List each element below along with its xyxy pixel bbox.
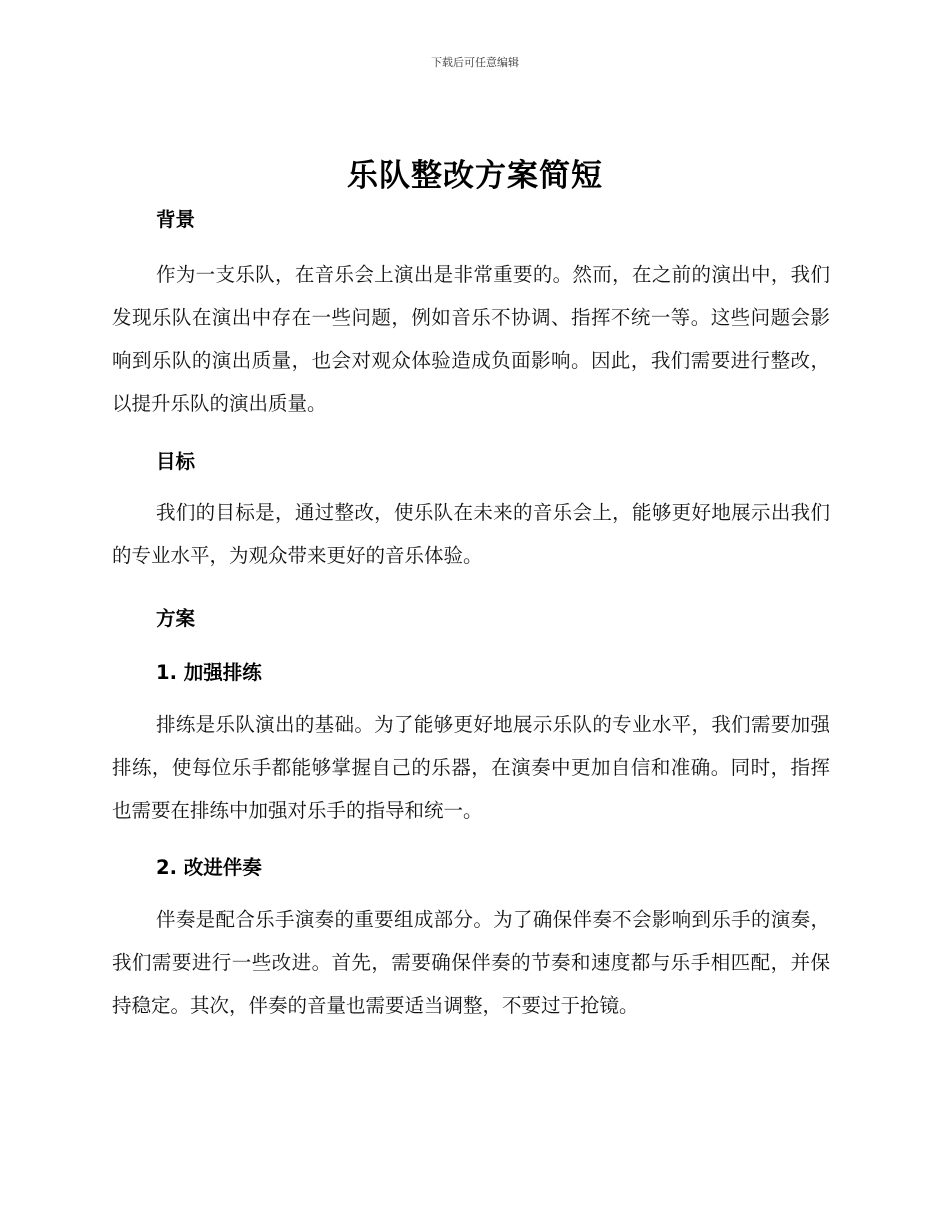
document-title: 乐队整改方案简短 — [347, 158, 603, 194]
subsection-paragraph-accompaniment: 伴奏是配合乐手演奏的重要组成部分。为了确保伴奏不会影响到乐手的演奏，我们需要进行一些改进。首先，需要确保伴奏的节奏和速度都与乐手相匹配，并保持稳定。其次，伴奏的音量也需要适当调整，不要过于抢镜。 — [112, 908, 830, 1017]
section-heading-goal: 目标 — [156, 450, 196, 473]
subsection-heading-accompaniment: 2. 改进伴奏 — [156, 856, 262, 879]
header-note: 下载后可任意编辑 — [431, 56, 519, 69]
document-body — [112, 203, 830, 1027]
section-paragraph-goal: 我们的目标是，通过整改，使乐队在未来的音乐会上，能够更好地展示出我们的专业水平，为观众带来更好的音乐体验。 — [112, 501, 830, 567]
subsection-paragraph-rehearsal: 排练是乐队演出的基础。为了能够更好地展示乐队的专业水平，我们需要加强排练，使每位乐手都能够掌握自己的乐器，在演奏中更加自信和准确。同时，指挥也需要在排练中加强对乐手的指导和统一。 — [112, 713, 830, 822]
section-heading-plan: 方案 — [156, 607, 196, 630]
subsection-heading-rehearsal: 1. 加强排练 — [156, 661, 262, 684]
section-paragraph-background: 作为一支乐队，在音乐会上演出是非常重要的。然而，在之前的演出中，我们发现乐队在演出中存在一些问题，例如音乐不协调、指挥不统一等。这些问题会影响到乐队的演出质量，也会对观众体验造成负面影响。因此，我们需要进行整改，以提升乐队的演出质量。 — [112, 263, 830, 415]
section-heading-background: 背景 — [156, 208, 196, 231]
